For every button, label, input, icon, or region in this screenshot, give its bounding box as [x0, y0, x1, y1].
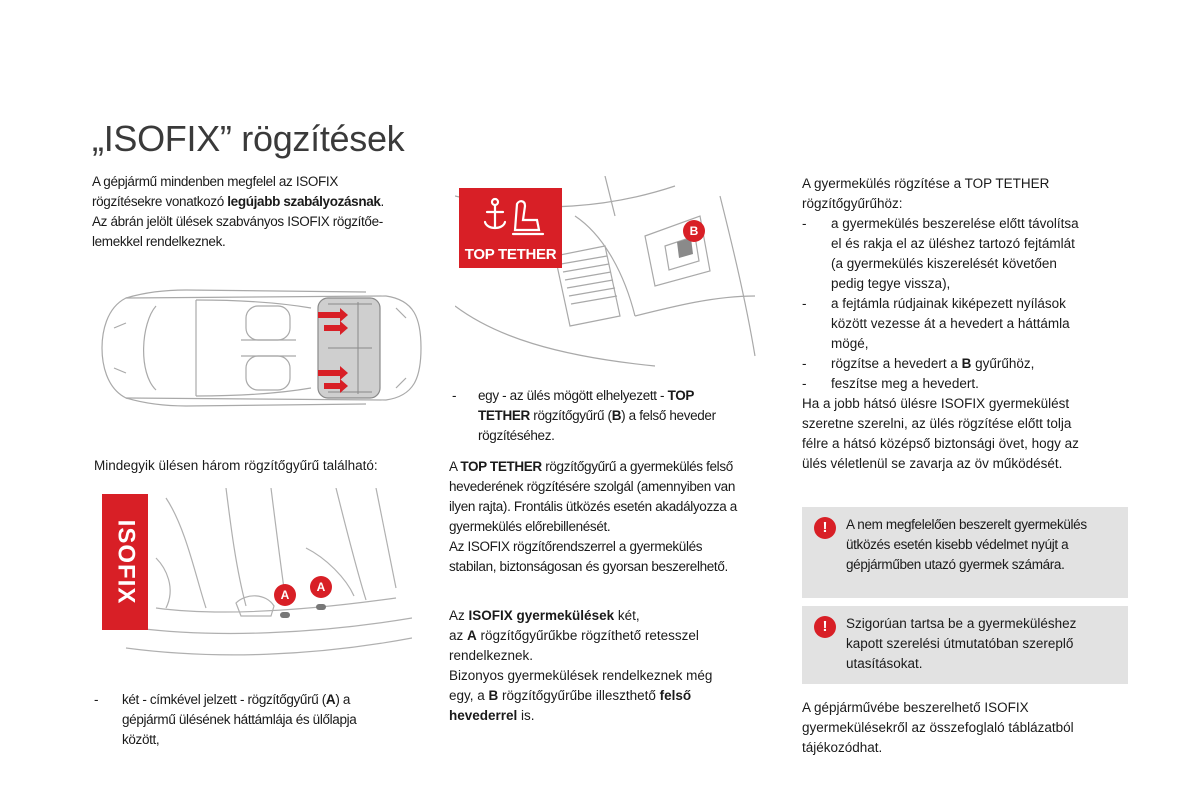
marker-a-left: A — [274, 584, 296, 606]
isofix-seats-paragraph: Az ISOFIX gyermekülések két, az A rögzítőgyűrűkbe rögzíthető retesszel rendelkeznek. Bizonyos gyermekülések rendelkeznek még egy, a B rögzítőgyűrűbe illeszthető felső hevederrel is. — [449, 608, 713, 723]
warning-box-instructions: ! Szigorúan tartsa be a gyermeküléshez kapott szerelési útmutatóban szereplő utasításokat. — [802, 606, 1128, 684]
car-top-view-illustration — [96, 278, 426, 418]
top-tether-paragraph: A TOP TETHER rögzítőgyűrű a gyermekülés felső hevederének rögzítésére szolgál (amennyiben van ilyen rajta). Frontális ütközés esetén akadályozza a gyermekülés előrebillenését. Az ISOFIX rögzítőrendszerrel a gyermekülés stabilan, biztonságosan és gyorsan beszerelhető. — [449, 459, 737, 574]
warning-icon: ! — [814, 616, 836, 638]
intro-paragraph: A gépjármű mindenben megfelel az ISOFIX rögzítésekre vonatkozó legújabb szabályozásnak. Az ábrán jelölt ülések szabványos ISOFIX rögzítőe- lemekkel rendelkeznek. — [92, 174, 384, 249]
rings-caption: Mindegyik ülésen három rögzítőgyűrű található: — [94, 458, 378, 473]
anchor-ring-left — [280, 612, 290, 618]
top-tether-badge: TOP TETHER — [459, 188, 562, 268]
step-4: - feszítse meg a hevedert. — [802, 376, 979, 391]
top-tether-instructions: A gyermekülés rögzítése a TOP TETHER rögzítőgyűrűhöz: - a gyermekülés beszerelése előtt távolítsa el és rakja el az üléshez tartozó fejtámlát (a gyermekülés kiszerelését követően pedig tegye vissza), - a fejtámla rúdjainak kiképezett nyílások között vezesse át a hevedert a háttámla mögé, - rögzítse a hevedert a B gyűrűhöz, - feszítse meg a hevedert. Ha a jobb hátsó ülésre ISOFIX gyermekülést szeretne szerelni, az ülés rögzítése előtt tolja félre a hátsó középső biztonsági övet, hogy az ülés véletlenül se zavarja az öv működését. — [802, 174, 1142, 474]
anchor-ring-right — [316, 604, 326, 610]
step-1: - a gyermekülés beszerelése előtt távolítsa el és rakja el az üléshez tartozó fejtámlát (a gyermekülés kiszerelését követően pedig tegye vissza), — [802, 216, 1079, 291]
isofix-rings-bullet: - két - címkével jelzett - rögzítőgyűrű (A) a gépjármű ülésének háttámlája és ülőlapja között, — [94, 692, 357, 747]
step-2: - a fejtámla rúdjainak kiképezett nyílások között vezesse át a hevedert a háttámla mögé, — [802, 296, 1070, 351]
child-seat-anchor-icon — [459, 190, 562, 246]
page-title: „ISOFIX” rögzítések — [92, 118, 405, 159]
step-3: - rögzítse a hevedert a B gyűrűhöz, — [802, 356, 1035, 371]
top-tether-illustration — [455, 176, 775, 376]
warning-icon: ! — [814, 517, 836, 539]
summary-table-reference: A gépjárművébe beszerelhető ISOFIX gyermekülésekről az összefoglaló táblázatból tájékozódhat. — [802, 700, 1074, 755]
isofix-badge: ISOFIX — [102, 494, 148, 630]
top-tether-bullet: - egy - az ülés mögött elhelyezett - TOP TETHER rögzítőgyűrű (B) a felső heveder rögzítéséhez. — [452, 388, 716, 443]
marker-a-right: A — [310, 576, 332, 598]
marker-b: B — [683, 220, 705, 242]
warning-box-protection: ! A nem megfelelően beszerelt gyermekülés ütközés esetén kisebb védelmet nyújt a gépjárműben utazó gyermek számára. — [802, 507, 1128, 598]
isofix-seat-illustration — [96, 488, 412, 660]
